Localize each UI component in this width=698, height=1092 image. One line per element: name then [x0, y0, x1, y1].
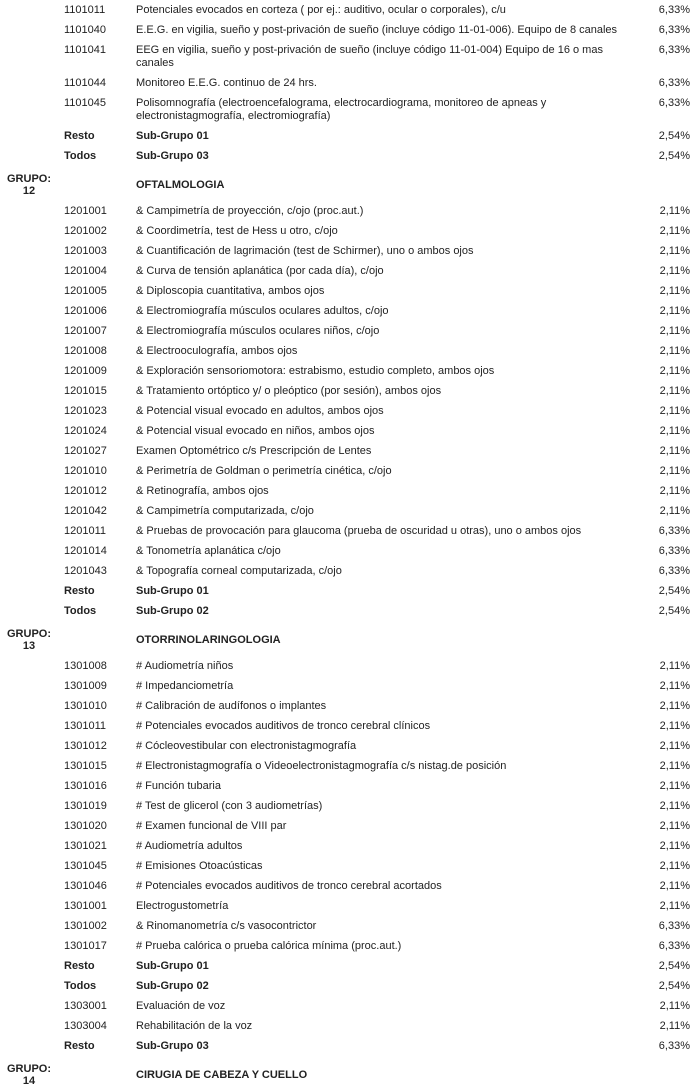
subtotal-code: Todos: [64, 150, 97, 162]
item-percentage: 2,54%: [658, 585, 690, 597]
table-row: [0, 1017, 698, 1037]
section-header-row: [0, 167, 698, 202]
item-description: E.E.G. en vigilia, sueño y post-privación de sueño (incluye código 11-01-006). Equipo de 8 canales: [136, 24, 618, 36]
item-percentage: 2,54%: [658, 605, 690, 617]
item-description: & Potencial visual evocado en adultos, ambos ojos: [136, 405, 384, 417]
item-percentage: 2,54%: [658, 150, 690, 162]
table-row: [0, 322, 698, 342]
group-label: [2, 720, 56, 721]
item-code: 1201011: [64, 525, 107, 537]
item-code: 1201012: [64, 485, 107, 497]
item-description: # Audiometría niños: [136, 660, 234, 672]
item-percentage: 2,11%: [659, 205, 690, 217]
item-percentage: [634, 640, 690, 641]
item-percentage: 6,33%: [658, 97, 690, 109]
group-number: 14: [22, 1075, 36, 1087]
item-percentage: 2,11%: [659, 405, 690, 417]
item-code: 1201024: [64, 425, 107, 437]
item-description: & Potencial visual evocado en niños, ambos ojos: [136, 425, 375, 437]
group-label: [2, 130, 56, 131]
group-label: [2, 1063, 56, 1087]
item-description: Polisomnografía (electroencefalograma, electrocardiograma, monitoreo de apneas y electronistagmografía, electromiografía): [136, 97, 547, 122]
table-row: [0, 1037, 698, 1057]
item-percentage: 2,54%: [658, 960, 690, 972]
item-code: 1301001: [64, 900, 107, 912]
group-label: [2, 545, 56, 546]
group-label: [2, 860, 56, 861]
item-description: & Rinomanometría c/s vasocontrictor: [136, 920, 317, 932]
table-row: [0, 837, 698, 857]
group-label: [2, 285, 56, 286]
item-percentage: 6,33%: [658, 24, 690, 36]
item-percentage: [634, 185, 690, 186]
group-label: [2, 505, 56, 506]
item-code: 1301016: [64, 780, 107, 792]
item-percentage: 2,11%: [659, 365, 690, 377]
group-label: [2, 345, 56, 346]
item-percentage: 2,11%: [659, 1020, 690, 1032]
subtotal-label: Sub-Grupo 01: [136, 960, 209, 972]
item-description: # Cócleovestibular con electronistagmografía: [136, 740, 357, 752]
table-row: [0, 1, 698, 21]
group-number: 12: [22, 185, 36, 197]
group-label: [2, 605, 56, 606]
item-percentage: 6,33%: [658, 940, 690, 952]
table-row: [0, 817, 698, 837]
item-percentage: 2,11%: [659, 385, 690, 397]
table-row: [0, 897, 698, 917]
item-code: 1301020: [64, 820, 107, 832]
table-row: [0, 302, 698, 322]
item-code: 1201014: [64, 545, 107, 557]
item-code: 1301008: [64, 660, 107, 672]
table-row: [0, 382, 698, 402]
table-row: [0, 482, 698, 502]
item-code: 1201023: [64, 405, 107, 417]
table-row: [0, 542, 698, 562]
group-label: [2, 225, 56, 226]
item-code: 1201043: [64, 565, 107, 577]
item-description: & Electrooculografía, ambos ojos: [136, 345, 298, 357]
item-percentage: 2,11%: [659, 465, 690, 477]
table-row: [0, 94, 698, 127]
subtotal-label: Sub-Grupo 02: [136, 605, 209, 617]
item-description: # Prueba calórica o prueba calórica mínima (proc.aut.): [136, 940, 402, 952]
item-code: 1303001: [64, 1000, 107, 1012]
item-percentage: 2,11%: [659, 245, 690, 257]
group-label-text: GRUPO:: [7, 1063, 51, 1075]
item-code: [64, 1075, 128, 1076]
table-row: [0, 657, 698, 677]
group-label: [2, 305, 56, 306]
section-header-row: [0, 622, 698, 657]
item-percentage: 2,11%: [659, 445, 690, 457]
section-header-row: [0, 1057, 698, 1092]
item-percentage: 2,11%: [659, 840, 690, 852]
item-code: 1201001: [64, 205, 107, 217]
table-row: [0, 242, 698, 262]
item-percentage: 6,33%: [658, 1040, 690, 1052]
subtotal-label: Sub-Grupo 01: [136, 585, 209, 597]
item-description: Examen Optométrico c/s Prescripción de Lentes: [136, 445, 372, 457]
item-percentage: 2,54%: [658, 980, 690, 992]
group-label: [2, 465, 56, 466]
item-code: 1301021: [64, 840, 107, 852]
table-row: [0, 957, 698, 977]
item-percentage: 2,11%: [659, 820, 690, 832]
item-description: Electrogustometría: [136, 900, 229, 912]
group-label: [2, 4, 56, 5]
item-percentage: 6,33%: [658, 44, 690, 56]
group-label: [2, 680, 56, 681]
table-row: [0, 147, 698, 167]
item-percentage: 2,11%: [659, 800, 690, 812]
group-label: [2, 44, 56, 45]
group-label: [2, 628, 56, 652]
item-percentage: 2,11%: [659, 1000, 690, 1012]
item-description: & Electromiografía músculos oculares adultos, c/ojo: [136, 305, 389, 317]
group-label: [2, 700, 56, 701]
group-label: [2, 740, 56, 741]
table-row: [0, 977, 698, 997]
section-title: OTORRINOLARINGOLOGIA: [136, 633, 281, 646]
item-description: # Función tubaria: [136, 780, 221, 792]
group-label: [2, 900, 56, 901]
section-title: CIRUGIA DE CABEZA Y CUELLO: [136, 1068, 308, 1081]
item-description: & Tratamiento ortóptico y/ o pleóptico (por sesión), ambos ojos: [136, 385, 442, 397]
item-description: & Diploscopia cuantitativa, ambos ojos: [136, 285, 325, 297]
group-label: [2, 405, 56, 406]
item-percentage: 2,11%: [659, 720, 690, 732]
table-row: [0, 442, 698, 462]
item-description: Potenciales evocados en corteza ( por ej.: auditivo, ocular o corporales), c/u: [136, 4, 506, 16]
group-label: [2, 1020, 56, 1021]
table-row: [0, 202, 698, 222]
item-description: & Coordimetría, test de Hess u otro, c/ojo: [136, 225, 338, 237]
item-code: 1301019: [64, 800, 107, 812]
item-description: & Cuantificación de lagrimación (test de Schirmer), uno o ambos ojos: [136, 245, 474, 257]
subtotal-code: Resto: [64, 585, 95, 597]
item-code: 1201007: [64, 325, 107, 337]
item-description: & Campimetría computarizada, c/ojo: [136, 505, 314, 517]
item-description: & Exploración sensoriomotora: estrabismo, estudio completo, ambos ojos: [136, 365, 495, 377]
item-code: 1301046: [64, 880, 107, 892]
item-percentage: 2,11%: [659, 660, 690, 672]
table-row: [0, 717, 698, 737]
item-code: 1201002: [64, 225, 107, 237]
table-row: [0, 562, 698, 582]
table-row: [0, 502, 698, 522]
subtotal-code: Todos: [64, 605, 97, 617]
group-label: [2, 980, 56, 981]
item-code: 1301009: [64, 680, 107, 692]
item-percentage: 6,33%: [658, 565, 690, 577]
item-percentage: 2,11%: [659, 680, 690, 692]
group-label: [2, 245, 56, 246]
item-description: Monitoreo E.E.G. continuo de 24 hrs.: [136, 77, 317, 89]
item-code: 1301045: [64, 860, 107, 872]
subtotal-code: Resto: [64, 960, 95, 972]
table-row: [0, 262, 698, 282]
item-code: 1201008: [64, 345, 107, 357]
table-row: [0, 917, 698, 937]
table-row: [0, 757, 698, 777]
group-label: [2, 385, 56, 386]
item-description: # Impedanciometría: [136, 680, 234, 692]
group-label: [2, 1040, 56, 1041]
item-percentage: 2,11%: [659, 425, 690, 437]
item-description: & Pruebas de provocación para glaucoma (prueba de oscuridad u otras), uno o ambos ojos: [136, 525, 582, 537]
item-description: # Electronistagmografía o Videoelectronistagmografía c/s nistag.de posición: [136, 760, 507, 772]
item-description: # Calibración de audífonos o implantes: [136, 700, 327, 712]
table-row: [0, 737, 698, 757]
item-description: Rehabilitación de la voz: [136, 1020, 253, 1032]
group-label: [2, 1000, 56, 1001]
item-code: 1101011: [64, 4, 106, 16]
table-row: [0, 677, 698, 697]
group-label: [2, 150, 56, 151]
subtotal-label: Sub-Grupo 03: [136, 150, 209, 162]
item-code: 1101041: [64, 44, 107, 56]
group-label: [2, 365, 56, 366]
item-percentage: 2,11%: [659, 880, 690, 892]
item-code: 1201042: [64, 505, 107, 517]
subtotal-label: Sub-Grupo 03: [136, 1040, 209, 1052]
item-code: 1301012: [64, 740, 107, 752]
group-label: [2, 525, 56, 526]
group-label: [2, 205, 56, 206]
group-label: [2, 880, 56, 881]
item-percentage: 2,11%: [659, 285, 690, 297]
item-code: 1301010: [64, 700, 107, 712]
item-description: & Tonometría aplanática c/ojo: [136, 545, 281, 557]
item-percentage: 6,33%: [658, 4, 690, 16]
table-row: [0, 697, 698, 717]
group-label: [2, 820, 56, 821]
item-code: 1201005: [64, 285, 107, 297]
item-percentage: 2,11%: [659, 305, 690, 317]
group-label: [2, 445, 56, 446]
group-label: [2, 97, 56, 98]
group-label: [2, 325, 56, 326]
table-row: [0, 422, 698, 442]
item-description: & Campimetría de proyección, c/ojo (proc.aut.): [136, 205, 364, 217]
item-description: # Examen funcional de VIII par: [136, 820, 287, 832]
item-description: # Audiometría adultos: [136, 840, 243, 852]
item-code: 1301017: [64, 940, 107, 952]
item-description: & Perimetría de Goldman o perimetría cinética, c/ojo: [136, 465, 392, 477]
table-row: [0, 997, 698, 1017]
item-code: 1201027: [64, 445, 107, 457]
table-row: [0, 857, 698, 877]
group-label: [2, 920, 56, 921]
item-percentage: 6,33%: [658, 545, 690, 557]
item-description: Evaluación de voz: [136, 1000, 226, 1012]
item-code: 1201009: [64, 365, 107, 377]
table-row: [0, 74, 698, 94]
item-percentage: 6,33%: [658, 920, 690, 932]
group-label: [2, 780, 56, 781]
item-description: & Curva de tensión aplanática (por cada día), c/ojo: [136, 265, 384, 277]
item-code: 1201010: [64, 465, 107, 477]
item-description: & Retinografía, ambos ojos: [136, 485, 269, 497]
item-percentage: 2,11%: [659, 780, 690, 792]
group-label: [2, 173, 56, 197]
section-title: OFTALMOLOGIA: [136, 178, 225, 191]
item-description: & Topografía corneal computarizada, c/ojo: [136, 565, 342, 577]
item-code: 1101045: [64, 97, 107, 109]
item-percentage: 2,11%: [659, 700, 690, 712]
item-description: EEG en vigilia, sueño y post-privación de sueño (incluye código 11-01-004) Equipo de 16 o mas canales: [136, 44, 603, 69]
item-code: 1303004: [64, 1020, 107, 1032]
group-label: [2, 24, 56, 25]
group-label-text: GRUPO:: [7, 173, 51, 185]
item-code: 1201003: [64, 245, 107, 257]
item-percentage: 2,11%: [659, 900, 690, 912]
item-percentage: [634, 1075, 690, 1076]
group-label: [2, 940, 56, 941]
group-label: [2, 265, 56, 266]
item-description: & Electromiografía músculos oculares niños, c/ojo: [136, 325, 380, 337]
item-description: # Test de glicerol (con 3 audiometrías): [136, 800, 323, 812]
group-label: [2, 77, 56, 78]
item-code: [64, 640, 128, 641]
table-row: [0, 362, 698, 382]
item-description: # Emisiones Otoacústicas: [136, 860, 263, 872]
item-code: 1101044: [64, 77, 107, 89]
item-percentage: 2,11%: [659, 505, 690, 517]
item-percentage: 2,54%: [658, 130, 690, 142]
item-percentage: 2,11%: [659, 325, 690, 337]
item-percentage: 2,11%: [659, 485, 690, 497]
table-row: [0, 582, 698, 602]
item-percentage: 2,11%: [659, 265, 690, 277]
item-percentage: 2,11%: [659, 225, 690, 237]
item-code: 1101040: [64, 24, 107, 36]
group-label: [2, 760, 56, 761]
item-description: # Potenciales evocados auditivos de tronco cerebral acortados: [136, 880, 442, 892]
item-code: 1301002: [64, 920, 107, 932]
item-description: # Potenciales evocados auditivos de tronco cerebral clínicos: [136, 720, 431, 732]
table-row: [0, 282, 698, 302]
subtotal-code: Todos: [64, 980, 97, 992]
subtotal-code: Resto: [64, 1040, 95, 1052]
item-code: 1301011: [64, 720, 107, 732]
group-label: [2, 485, 56, 486]
table-row: [0, 342, 698, 362]
table-row: [0, 41, 698, 74]
group-label-text: GRUPO:: [7, 628, 51, 640]
group-label: [2, 960, 56, 961]
table-row: [0, 222, 698, 242]
item-code: 1201015: [64, 385, 107, 397]
item-code: 1301015: [64, 760, 107, 772]
item-code: [64, 185, 128, 186]
table-row: [0, 877, 698, 897]
subtotal-label: Sub-Grupo 02: [136, 980, 209, 992]
group-number: 13: [22, 640, 36, 652]
group-label: [2, 565, 56, 566]
group-label: [2, 425, 56, 426]
table-row: [0, 522, 698, 542]
item-percentage: 2,11%: [659, 860, 690, 872]
item-percentage: 6,33%: [658, 525, 690, 537]
group-label: [2, 660, 56, 661]
group-label: [2, 840, 56, 841]
table-row: [0, 797, 698, 817]
item-percentage: 6,33%: [658, 77, 690, 89]
table-row: [0, 127, 698, 147]
table-row: [0, 777, 698, 797]
item-code: 1201006: [64, 305, 107, 317]
item-percentage: 2,11%: [659, 760, 690, 772]
table-row: [0, 462, 698, 482]
table-row: [0, 402, 698, 422]
subtotal-code: Resto: [64, 130, 95, 142]
item-percentage: 2,11%: [659, 345, 690, 357]
table-row: [0, 937, 698, 957]
group-label: [2, 800, 56, 801]
table-row: [0, 602, 698, 622]
table-row: [0, 21, 698, 41]
item-percentage: 2,11%: [659, 740, 690, 752]
tariff-table: [0, 1, 698, 1092]
subtotal-label: Sub-Grupo 01: [136, 130, 209, 142]
item-code: 1201004: [64, 265, 107, 277]
group-label: [2, 585, 56, 586]
